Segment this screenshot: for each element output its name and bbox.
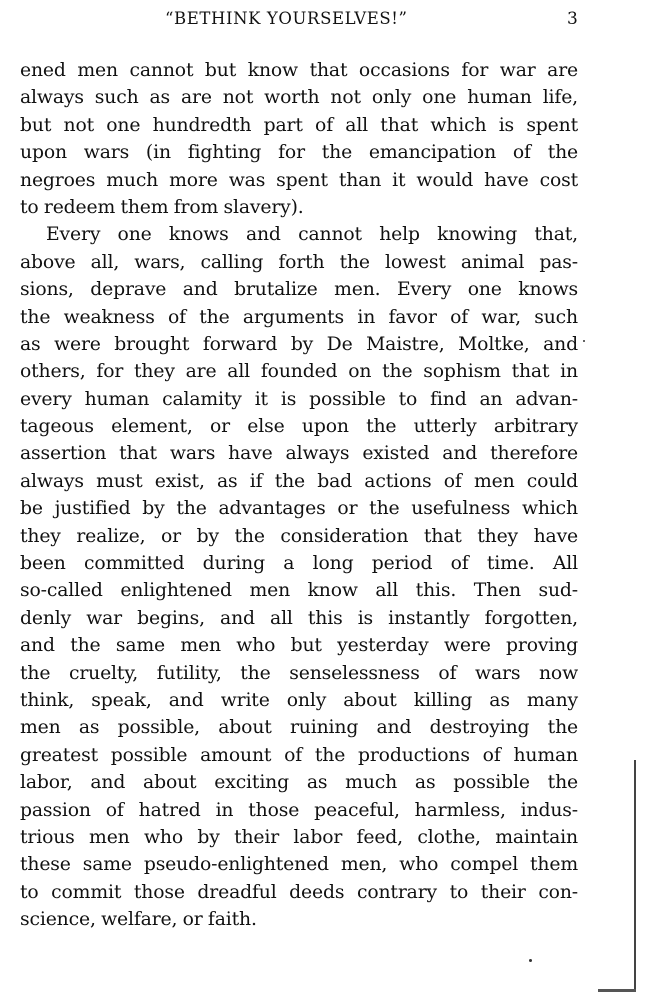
text-line: as were brought forward by De Maistre, Moltke, and (20, 333, 578, 355)
text-line: upon wars (in fighting for the emancipation of the (20, 142, 578, 164)
body-text (20, 57, 578, 934)
text-line: think, speak, and write only about killing as many (20, 689, 578, 711)
text-line: passion of hatred in those peaceful, harmless, indus- (20, 799, 578, 821)
text-line: every human calamity it is possible to find an advan- (20, 388, 578, 410)
text-line: they realize, or by the consideration that they have (20, 525, 578, 547)
text-line: the cruelty, futility, the senselessness of wars now (20, 662, 578, 684)
text-line: always such as are not worth not only one human life, (20, 87, 578, 109)
text-line: so-called enlightened men know all this. Then sud- (20, 580, 578, 602)
text-line: greatest possible amount of the productions of human (20, 744, 578, 766)
text-line: to commit those dreadful deeds contrary to their con- (20, 881, 578, 903)
text-line: others, for they are all founded on the sophism that in (20, 361, 578, 383)
text-line: always must exist, as if the bad actions of men could (20, 470, 578, 492)
text-line: the weakness of the arguments in favor of war, such (20, 306, 578, 328)
text-line: assertion that wars have always existed and therefore (20, 443, 578, 465)
text-line: above all, wars, calling forth the lowest animal pas- (20, 251, 578, 273)
scan-edge-rule (634, 760, 636, 990)
scan-corner-mark (598, 989, 636, 992)
text-line: denly war begins, and all this is instantly forgotten, (20, 607, 578, 629)
ink-speck (583, 340, 585, 342)
page-number: 3 (567, 9, 578, 29)
text-line: labor, and about exciting as much as possible the (20, 772, 578, 794)
text-line: but not one hundredth part of all that which is spent (20, 114, 578, 136)
text-line: Every one knows and cannot help knowing that, (46, 224, 578, 246)
text-line: these same pseudo-enlightened men, who compel them (20, 854, 578, 876)
text-line: been committed during a long period of time. All (20, 553, 578, 575)
text-line: tageous element, or else upon the utterly arbitrary (20, 416, 578, 438)
text-line: sions, deprave and brutalize men. Every one knows (20, 279, 578, 301)
text-line: and the same men who but yesterday were proving (20, 635, 578, 657)
text-line: men as possible, about ruining and destroying the (20, 717, 578, 739)
ink-speck (529, 959, 532, 962)
text-line: trious men who by their labor feed, clothe, maintain (20, 826, 578, 848)
text-line: ened men cannot but know that occasions for war are (20, 60, 578, 81)
running-title: “BETHINK YOURSELVES!” (165, 9, 408, 28)
text-line: negroes much more was spent than it would have cost (20, 169, 578, 191)
running-head (0, 6, 646, 32)
text-line: be justified by the advantages or the usefulness which (20, 498, 578, 520)
text-line: to redeem them from slavery). (20, 196, 304, 218)
text-line: science, welfare, or faith. (20, 909, 257, 931)
